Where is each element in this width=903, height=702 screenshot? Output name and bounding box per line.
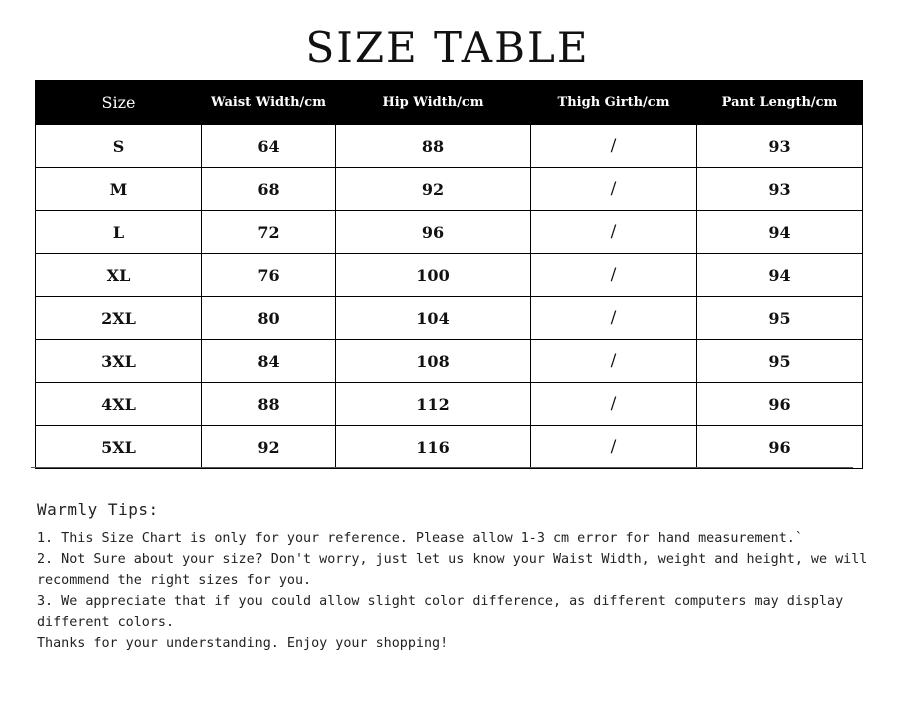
cell-pant-length: 95 <box>697 297 863 340</box>
cell-thigh-girth: / <box>531 383 697 426</box>
cell-size: 2XL <box>36 297 202 340</box>
cell-hip-width: 100 <box>336 254 531 297</box>
cell-size: 3XL <box>36 340 202 383</box>
cell-thigh-girth: / <box>531 254 697 297</box>
column-header-waist-width: Waist Width/cm <box>202 81 336 125</box>
cell-thigh-girth: / <box>531 168 697 211</box>
cell-waist-width: 76 <box>202 254 336 297</box>
table-row <box>36 211 863 254</box>
table-row <box>36 383 863 426</box>
cell-waist-width: 72 <box>202 211 336 254</box>
cell-waist-width: 88 <box>202 383 336 426</box>
tip-line-size-reference: 1. This Size Chart is only for your reference. Please allow 1-3 cm error for hand measurement.` <box>37 531 803 546</box>
cell-hip-width: 104 <box>336 297 531 340</box>
table-header-row <box>36 81 863 125</box>
cell-pant-length: 94 <box>697 254 863 297</box>
column-header-thigh-girth: Thigh Girth/cm <box>531 81 697 125</box>
table-bottom-divider <box>31 467 853 468</box>
cell-hip-width: 116 <box>336 426 531 469</box>
column-header-pant-length: Pant Length/cm <box>697 81 863 125</box>
table-row <box>36 125 863 168</box>
tips-section <box>37 498 877 654</box>
cell-waist-width: 84 <box>202 340 336 383</box>
tip-line-size-advice: 2. Not Sure about your size? Don't worry, just let us know your Waist Width, weight and height, we will recommend the right sizes for you. <box>37 552 876 588</box>
page-title: SIZE TABLE <box>305 23 590 72</box>
cell-pant-length: 96 <box>697 426 863 469</box>
cell-size: 5XL <box>36 426 202 469</box>
table-row <box>36 168 863 211</box>
cell-hip-width: 112 <box>336 383 531 426</box>
column-header-hip-width: Hip Width/cm <box>336 81 531 125</box>
cell-pant-length: 95 <box>697 340 863 383</box>
column-header-size: Size <box>36 81 202 125</box>
cell-size: L <box>36 211 202 254</box>
cell-waist-width: 68 <box>202 168 336 211</box>
tip-line-color-difference: 3. We appreciate that if you could allow slight color difference, as different computers may display different colors. <box>37 594 852 630</box>
cell-hip-width: 88 <box>336 125 531 168</box>
cell-thigh-girth: / <box>531 211 697 254</box>
cell-pant-length: 93 <box>697 125 863 168</box>
size-table <box>35 80 863 469</box>
cell-size: XL <box>36 254 202 297</box>
cell-thigh-girth: / <box>531 340 697 383</box>
cell-waist-width: 92 <box>202 426 336 469</box>
cell-waist-width: 80 <box>202 297 336 340</box>
cell-pant-length: 93 <box>697 168 863 211</box>
tips-heading: Warmly Tips: <box>37 500 159 519</box>
table-row <box>36 426 863 469</box>
cell-thigh-girth: / <box>531 426 697 469</box>
cell-hip-width: 96 <box>336 211 531 254</box>
table-row <box>36 340 863 383</box>
cell-hip-width: 108 <box>336 340 531 383</box>
cell-size: S <box>36 125 202 168</box>
cell-hip-width: 92 <box>336 168 531 211</box>
cell-thigh-girth: / <box>531 297 697 340</box>
cell-size: M <box>36 168 202 211</box>
tip-line-thanks: Thanks for your understanding. Enjoy your shopping! <box>37 636 449 651</box>
cell-waist-width: 64 <box>202 125 336 168</box>
cell-pant-length: 94 <box>697 211 863 254</box>
table-row <box>36 254 863 297</box>
cell-size: 4XL <box>36 383 202 426</box>
table-row <box>36 297 863 340</box>
cell-pant-length: 96 <box>697 383 863 426</box>
cell-thigh-girth: / <box>531 125 697 168</box>
